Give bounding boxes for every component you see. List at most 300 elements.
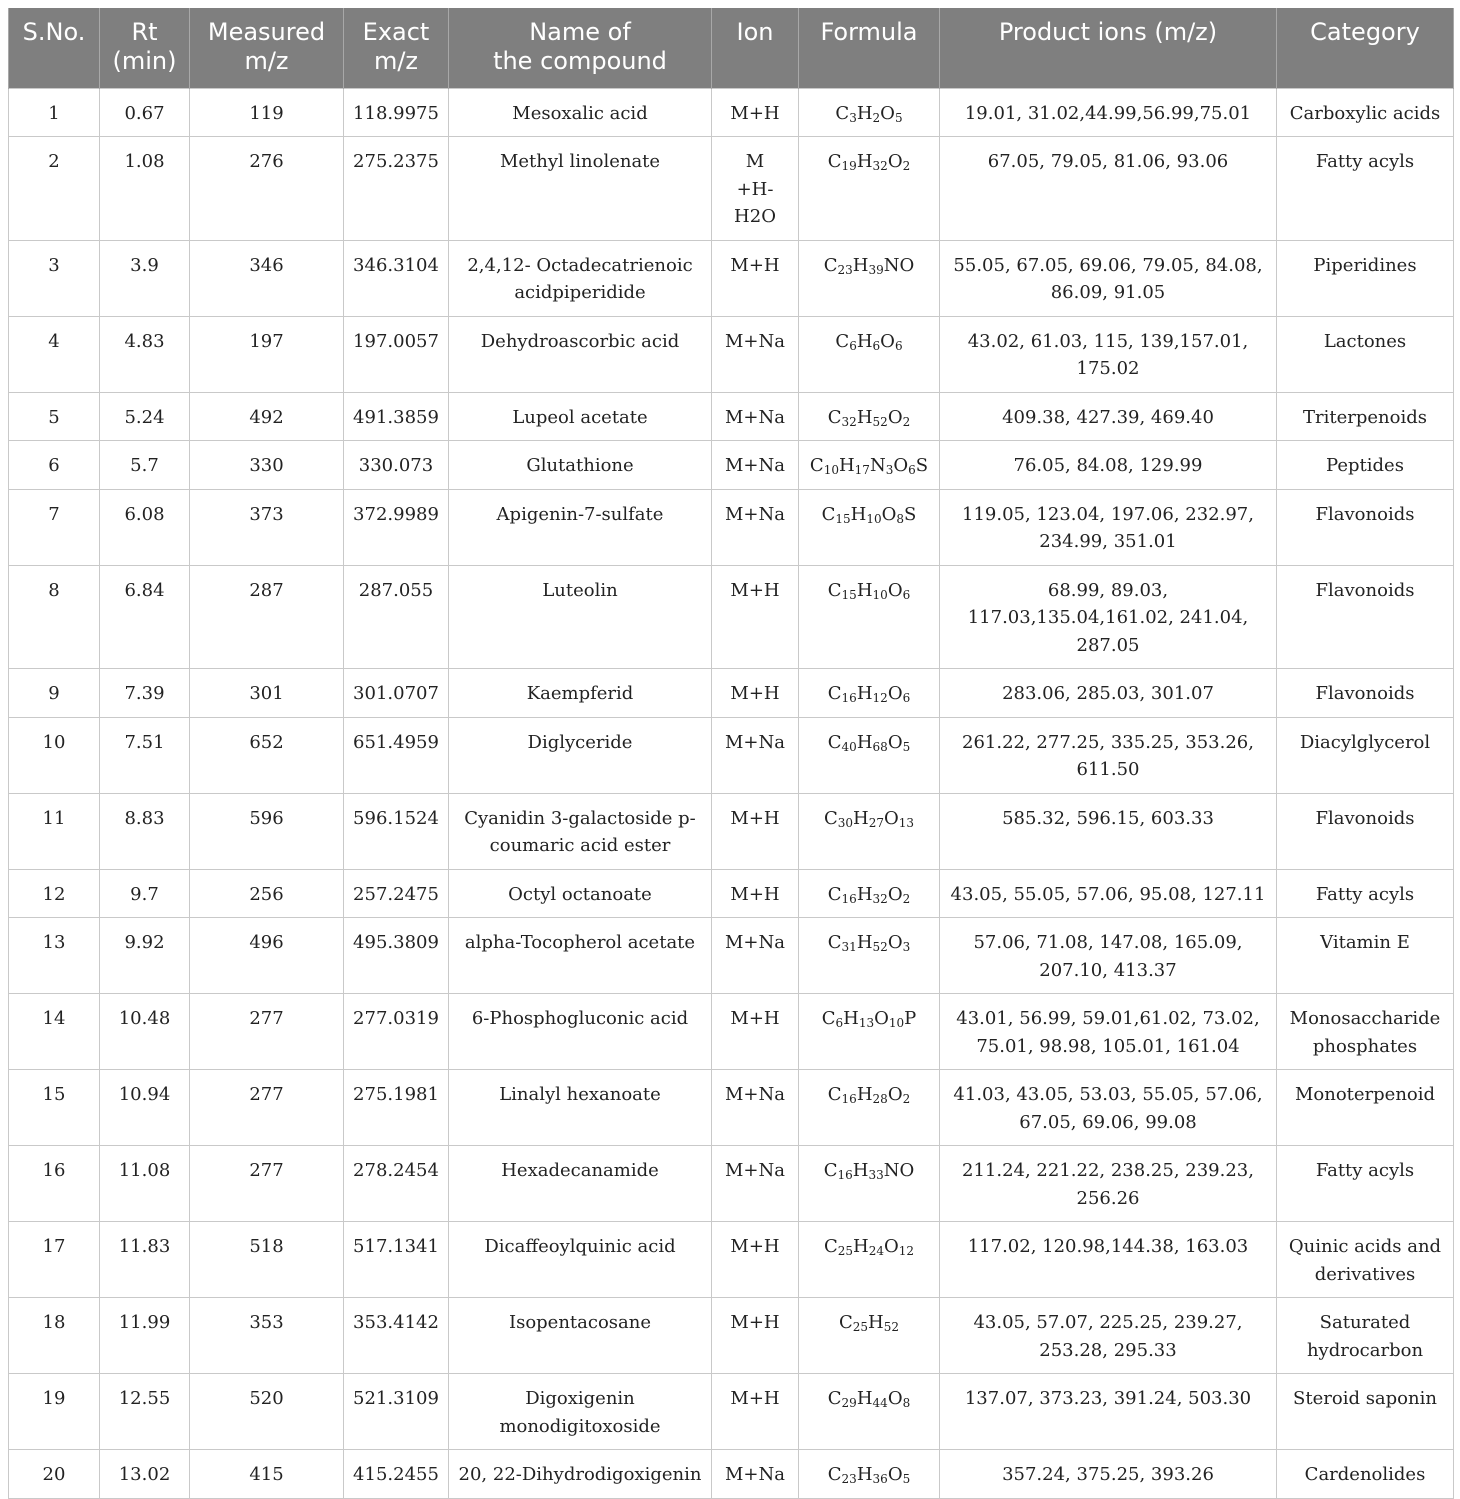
cell-sno-text: 8 — [48, 579, 60, 601]
cell-compound-name-text: Diglyceride — [527, 731, 633, 753]
cell-rt-text: 13.02 — [118, 1464, 171, 1485]
cell-product-ions-text: 261.22, 277.25, 335.25, 353.26, 611.50 — [962, 731, 1254, 780]
cell-exact-text: 346.3104 — [353, 254, 439, 276]
formula-element: C — [809, 455, 824, 476]
formula-subscript: 2 — [902, 414, 911, 429]
cell-exact — [344, 240, 449, 316]
cell-compound-name-text: Methyl linolenate — [499, 151, 661, 172]
cell-ion-text: M+H — [730, 883, 780, 905]
cell-compound-name-text: Dehydroascorbic acid — [480, 330, 680, 352]
cell-exact-text: 275.2375 — [353, 151, 439, 172]
cell-measured — [190, 793, 344, 869]
cell-measured-text: 277 — [249, 1008, 284, 1029]
formula-element: C — [827, 1084, 842, 1105]
cell-sno — [9, 88, 100, 137]
cell-measured-text: 346 — [249, 254, 284, 276]
cell-exact-text: 521.3109 — [353, 1388, 439, 1409]
cell-category — [1277, 994, 1454, 1070]
formula-element: H — [856, 1464, 873, 1485]
cell-category — [1277, 1070, 1454, 1146]
cell-exact — [344, 994, 449, 1070]
cell-category-text: Peptides — [1326, 455, 1404, 476]
formula-element: C — [827, 683, 842, 704]
cell-rt — [100, 1146, 190, 1222]
cell-measured-text: 415 — [249, 1464, 284, 1485]
cell-product-ions — [940, 1450, 1277, 1499]
cell-product-ions — [940, 137, 1277, 241]
cell-ion-text: M+H — [730, 254, 780, 276]
cell-sno — [9, 1222, 100, 1298]
compound-table-container — [8, 8, 1453, 1499]
cell-product-ions — [940, 392, 1277, 441]
formula-element: H — [856, 330, 873, 352]
cell-sno-text: 18 — [42, 1312, 66, 1333]
cell-measured-text: 373 — [249, 503, 284, 525]
cell-ion — [712, 1070, 799, 1146]
cell-measured — [190, 1070, 344, 1146]
cell-exact — [344, 441, 449, 490]
formula-element: S — [904, 503, 917, 525]
cell-rt-text: 7.39 — [124, 683, 165, 704]
formula-element: O — [887, 1388, 903, 1409]
cell-product-ions — [940, 1070, 1277, 1146]
cell-product-ions-text: 137.07, 373.23, 391.24, 503.30 — [964, 1388, 1252, 1409]
cell-rt — [100, 489, 190, 565]
formula-element: H — [856, 1084, 873, 1105]
cell-formula — [799, 1374, 940, 1450]
formula-element: H — [852, 254, 869, 276]
cell-formula — [799, 1070, 940, 1146]
cell-ion-text: M+Na — [725, 1084, 785, 1105]
cell-product-ions — [940, 489, 1277, 565]
cell-sno-text: 6 — [48, 455, 60, 476]
formula-subscript: 3 — [902, 940, 911, 954]
cell-rt-text: 9.92 — [124, 932, 165, 953]
cell-measured — [190, 1298, 344, 1374]
cell-formula — [799, 565, 940, 669]
cell-ion — [712, 918, 799, 994]
formula-subscript: 52 — [872, 940, 888, 954]
cell-formula — [799, 316, 940, 392]
table-row — [9, 669, 1454, 718]
cell-ion — [712, 392, 799, 441]
formula-element: O — [887, 579, 903, 601]
formula-element: H — [856, 683, 873, 704]
cell-compound-name — [449, 1450, 712, 1499]
cell-compound-name — [449, 1222, 712, 1298]
formula-subscript: 6 — [908, 463, 916, 477]
cell-rt — [100, 918, 190, 994]
cell-exact-text: 301.0707 — [353, 683, 439, 704]
formula-element: H — [838, 455, 855, 476]
cell-ion-text: M+Na — [725, 731, 785, 753]
cell-exact-text: 275.1981 — [353, 1084, 439, 1105]
cell-ion-text: M+Na — [725, 932, 785, 953]
cell-sno-text: 7 — [48, 503, 60, 525]
header-rt: Rt (min) — [100, 8, 190, 88]
cell-formula — [799, 1298, 940, 1374]
cell-exact — [344, 717, 449, 793]
cell-ion-text: M+H — [730, 1312, 780, 1333]
cell-product-ions — [940, 565, 1277, 669]
formula-element: O — [893, 455, 909, 476]
formula-element: H — [856, 579, 873, 601]
formula-element: NO — [883, 1160, 915, 1181]
cell-exact-text: 517.1341 — [353, 1236, 439, 1257]
cell-rt — [100, 1070, 190, 1146]
cell-category-text: Monoterpenoid — [1294, 1084, 1436, 1105]
formula-subscript: 3 — [849, 110, 857, 125]
cell-category-text: Cardenolides — [1304, 1464, 1426, 1485]
cell-rt — [100, 137, 190, 241]
cell-sno — [9, 918, 100, 994]
formula-subscript: 31 — [841, 940, 857, 954]
header-formula: Formula — [799, 8, 940, 88]
cell-exact-text: 495.3809 — [353, 932, 439, 953]
cell-ion — [712, 316, 799, 392]
cell-exact-text: 278.2454 — [353, 1160, 439, 1181]
cell-measured-text: 520 — [249, 1388, 284, 1409]
formula-subscript: 15 — [835, 511, 851, 526]
cell-product-ions — [940, 1146, 1277, 1222]
cell-ion-text: M+H — [730, 1236, 780, 1257]
cell-measured-text: 277 — [249, 1084, 284, 1105]
formula-element: C — [827, 731, 842, 753]
formula-subscript: 16 — [841, 691, 857, 705]
cell-product-ions-text: 43.05, 57.07, 225.25, 239.27, 253.28, 295.33 — [973, 1312, 1243, 1361]
cell-category — [1277, 1450, 1454, 1499]
cell-compound-name — [449, 1146, 712, 1222]
cell-exact-text: 197.0057 — [353, 330, 439, 352]
cell-category — [1277, 869, 1454, 918]
formula-subscript: 52 — [872, 414, 888, 429]
cell-product-ions-text: 43.05, 55.05, 57.06, 95.08, 127.11 — [950, 883, 1266, 905]
cell-category-text: Saturated hydrocarbon — [1306, 1312, 1424, 1361]
cell-rt-text: 6.08 — [124, 503, 165, 525]
cell-compound-name-text: alpha-Tocopherol acetate — [464, 932, 696, 953]
cell-measured — [190, 137, 344, 241]
cell-rt — [100, 1450, 190, 1499]
formula-subscript: 32 — [872, 891, 888, 906]
cell-compound-name-text: Hexadecanamide — [501, 1160, 659, 1181]
cell-formula — [799, 793, 940, 869]
cell-compound-name — [449, 1070, 712, 1146]
cell-ion-text: M+H — [730, 579, 780, 601]
formula-subscript: 19 — [841, 159, 857, 173]
cell-ion-text: M+Na — [725, 455, 785, 476]
cell-measured — [190, 316, 344, 392]
cell-compound-name — [449, 669, 712, 718]
cell-ion — [712, 717, 799, 793]
cell-compound-name-text: Luteolin — [542, 579, 618, 601]
cell-rt-text: 9.7 — [130, 883, 159, 905]
cell-product-ions — [940, 240, 1277, 316]
cell-rt — [100, 240, 190, 316]
cell-exact-text: 118.9975 — [353, 102, 439, 124]
formula-subscript: 25 — [852, 1320, 869, 1334]
formula-subscript: 13 — [858, 1016, 875, 1030]
cell-exact-text: 287.055 — [358, 579, 434, 601]
cell-rt — [100, 793, 190, 869]
formula-subscript: 68 — [872, 739, 888, 754]
cell-sno-text: 13 — [42, 932, 66, 953]
cell-formula — [799, 994, 940, 1070]
formula-subscript: 10 — [888, 1016, 905, 1030]
cell-compound-name — [449, 565, 712, 669]
cell-sno-text: 1 — [48, 102, 60, 124]
cell-product-ions-text: 43.01, 56.99, 59.01,61.02, 73.02, 75.01, 98.98, 105.01, 161.04 — [956, 1008, 1260, 1057]
cell-ion — [712, 489, 799, 565]
cell-exact-text: 277.0319 — [353, 1008, 439, 1029]
cell-compound-name — [449, 1298, 712, 1374]
cell-rt — [100, 316, 190, 392]
cell-exact — [344, 1070, 449, 1146]
cell-category — [1277, 717, 1454, 793]
cell-measured-text: 276 — [249, 151, 284, 172]
cell-rt — [100, 392, 190, 441]
cell-compound-name-text: Linalyl hexanoate — [499, 1084, 661, 1105]
cell-measured — [190, 1222, 344, 1298]
formula-element: C — [838, 1312, 853, 1333]
formula-subscript: 17 — [854, 463, 870, 477]
formula-subscript: 12 — [898, 1244, 915, 1258]
formula-element: H — [856, 102, 873, 124]
cell-product-ions-text: 585.32, 596.15, 603.33 — [1002, 807, 1214, 829]
cell-ion-text: M+H — [730, 1008, 780, 1029]
cell-rt-text: 11.08 — [118, 1160, 171, 1181]
formula-element: O — [880, 102, 895, 124]
formula-subscript: 6 — [902, 587, 911, 602]
formula-element: O — [887, 1464, 903, 1485]
formula-subscript: 25 — [837, 1244, 854, 1258]
cell-rt-text: 10.48 — [118, 1008, 171, 1029]
formula-subscript: 2 — [902, 891, 911, 906]
cell-product-ions-text: 68.99, 89.03, 117.03,135.04,161.02, 241.04, 287.05 — [967, 579, 1249, 656]
cell-exact-text: 596.1524 — [353, 807, 439, 829]
cell-product-ions-text: 211.24, 221.22, 238.25, 239.23, 256.26 — [962, 1160, 1254, 1209]
cell-ion — [712, 1222, 799, 1298]
formula-element: O — [874, 1008, 889, 1029]
formula-element: C — [827, 406, 842, 428]
table-row — [9, 489, 1454, 565]
cell-category — [1277, 392, 1454, 441]
cell-sno — [9, 137, 100, 241]
formula-element: C — [835, 330, 850, 352]
cell-ion-text: M+Na — [725, 1160, 785, 1181]
cell-product-ions-text: 119.05, 123.04, 197.06, 232.97, 234.99, 351.01 — [962, 503, 1254, 552]
cell-exact-text: 415.2455 — [353, 1464, 439, 1485]
table-body — [9, 88, 1454, 1498]
formula-element: C — [821, 1008, 836, 1029]
cell-rt-text: 1.08 — [124, 151, 165, 172]
table-row — [9, 316, 1454, 392]
cell-category-text: Carboxylic acids — [1289, 102, 1441, 124]
cell-compound-name-text: Octyl octanoate — [508, 883, 652, 905]
cell-measured-text: 652 — [249, 731, 284, 753]
cell-product-ions — [940, 88, 1277, 137]
formula-subscript: 6 — [849, 338, 857, 353]
cell-measured-text: 197 — [249, 330, 284, 352]
cell-compound-name — [449, 137, 712, 241]
cell-compound-name-text: 20, 22-Dihydrodigoxigenin — [458, 1464, 702, 1485]
cell-ion — [712, 994, 799, 1070]
table-row — [9, 441, 1454, 490]
header-row — [9, 8, 1454, 88]
cell-exact — [344, 88, 449, 137]
cell-category — [1277, 441, 1454, 490]
cell-category-text: Fatty acyls — [1315, 151, 1415, 172]
table-row — [9, 1298, 1454, 1374]
cell-compound-name-text: Cyanidin 3-galactoside p- coumaric acid ester — [464, 807, 696, 856]
formula-element: O — [887, 883, 903, 905]
formula-element: C — [835, 102, 850, 124]
cell-measured — [190, 869, 344, 918]
cell-sno-text: 17 — [42, 1236, 66, 1257]
cell-compound-name — [449, 316, 712, 392]
cell-product-ions-text: 409.38, 427.39, 469.40 — [1002, 406, 1214, 428]
cell-compound-name — [449, 793, 712, 869]
formula-subscript: 5 — [902, 739, 911, 754]
cell-product-ions-text: 67.05, 79.05, 81.06, 93.06 — [987, 151, 1229, 172]
cell-sno-text: 5 — [48, 406, 60, 428]
cell-exact — [344, 869, 449, 918]
cell-ion — [712, 1374, 799, 1450]
cell-sno-text: 3 — [48, 254, 60, 276]
cell-compound-name-text: 2,4,12- Octadecatrienoic acidpiperidide — [467, 254, 693, 303]
formula-element: C — [827, 579, 842, 601]
cell-formula — [799, 1146, 940, 1222]
cell-rt-text: 11.99 — [118, 1312, 171, 1333]
cell-product-ions-text: 19.01, 31.02,44.99,56.99,75.01 — [964, 102, 1252, 124]
formula-subscript: 6 — [835, 1016, 844, 1030]
cell-rt-text: 5.24 — [124, 406, 165, 428]
cell-exact — [344, 918, 449, 994]
table-row — [9, 717, 1454, 793]
cell-product-ions — [940, 1374, 1277, 1450]
formula-subscript: 5 — [902, 1472, 911, 1486]
cell-product-ions-text: 55.05, 67.05, 69.06, 79.05, 84.08, 86.09, 91.05 — [953, 254, 1263, 303]
cell-sno-text: 2 — [48, 151, 60, 172]
formula-element: C — [827, 1464, 842, 1485]
cell-rt-text: 5.7 — [130, 455, 159, 476]
table-row — [9, 1450, 1454, 1499]
cell-product-ions-text: 283.06, 285.03, 301.07 — [1002, 683, 1214, 704]
formula-element: C — [823, 1160, 838, 1181]
cell-category — [1277, 1146, 1454, 1222]
cell-rt — [100, 1374, 190, 1450]
cell-product-ions — [940, 441, 1277, 490]
cell-sno-text: 19 — [42, 1388, 66, 1409]
cell-measured-text: 518 — [249, 1236, 284, 1257]
formula-subscript: 27 — [868, 815, 884, 830]
formula-element: O — [884, 1236, 899, 1257]
formula-element: O — [887, 1084, 903, 1105]
formula-subscript: 10 — [872, 587, 888, 602]
cell-rt-text: 0.67 — [124, 102, 165, 124]
table-row — [9, 137, 1454, 241]
formula-element: H — [853, 807, 869, 829]
formula-subscript: 40 — [841, 739, 857, 754]
cell-ion-text: M+Na — [725, 503, 785, 525]
cell-category-text: Flavonoids — [1315, 807, 1415, 829]
cell-formula — [799, 392, 940, 441]
compound-table — [8, 8, 1454, 1499]
cell-product-ions — [940, 869, 1277, 918]
cell-measured — [190, 717, 344, 793]
cell-compound-name — [449, 918, 712, 994]
formula-element: O — [887, 731, 903, 753]
formula-subscript: 36 — [872, 1472, 888, 1486]
table-row — [9, 565, 1454, 669]
cell-product-ions — [940, 316, 1277, 392]
cell-formula — [799, 137, 940, 241]
cell-formula — [799, 489, 940, 565]
cell-category-text: Lactones — [1323, 330, 1407, 352]
cell-sno — [9, 316, 100, 392]
table-row — [9, 1222, 1454, 1298]
cell-formula — [799, 918, 940, 994]
cell-category-text: Flavonoids — [1315, 503, 1415, 525]
formula-element: C — [827, 1388, 842, 1409]
cell-compound-name — [449, 441, 712, 490]
cell-product-ions-text: 357.24, 375.25, 393.26 — [1002, 1464, 1214, 1485]
cell-exact — [344, 316, 449, 392]
table-row — [9, 88, 1454, 137]
formula-subscript: 10 — [866, 511, 882, 526]
formula-element: H — [850, 503, 867, 525]
cell-formula — [799, 441, 940, 490]
formula-subscript: 16 — [837, 1168, 853, 1182]
cell-rt — [100, 669, 190, 718]
formula-subscript: 23 — [841, 1472, 857, 1486]
cell-formula — [799, 1222, 940, 1298]
table-row — [9, 1374, 1454, 1450]
formula-element: O — [887, 683, 903, 704]
cell-product-ions — [940, 1222, 1277, 1298]
formula-element: O — [887, 932, 903, 953]
cell-product-ions-text: 41.03, 43.05, 53.03, 55.05, 57.06, 67.05, 69.06, 99.08 — [953, 1084, 1263, 1133]
cell-sno-text: 14 — [42, 1008, 66, 1029]
cell-sno-text: 11 — [42, 807, 66, 829]
cell-ion-text: M+Na — [725, 1464, 785, 1485]
formula-subscript: 2 — [902, 1092, 911, 1106]
cell-exact — [344, 489, 449, 565]
cell-ion-text: M +H- H2O — [734, 151, 776, 227]
cell-product-ions — [940, 669, 1277, 718]
cell-product-ions-text: 76.05, 84.08, 129.99 — [1013, 455, 1203, 476]
formula-subscript: 5 — [894, 110, 903, 125]
cell-ion — [712, 869, 799, 918]
cell-ion — [712, 1450, 799, 1499]
cell-ion — [712, 669, 799, 718]
cell-exact-text: 372.9989 — [353, 503, 439, 525]
cell-formula — [799, 717, 940, 793]
cell-measured-text: 287 — [249, 579, 284, 601]
cell-sno — [9, 1146, 100, 1222]
header-sno: S.No. — [9, 8, 100, 88]
cell-sno — [9, 869, 100, 918]
cell-rt — [100, 994, 190, 1070]
cell-product-ions-text: 57.06, 71.08, 147.08, 165.09, 207.10, 413.37 — [973, 932, 1243, 981]
cell-sno-text: 16 — [42, 1160, 66, 1181]
cell-sno — [9, 1070, 100, 1146]
cell-category-text: Vitamin E — [1320, 932, 1410, 953]
formula-element: C — [823, 807, 838, 829]
cell-category — [1277, 669, 1454, 718]
cell-sno — [9, 240, 100, 316]
cell-ion-text: M+Na — [725, 406, 785, 428]
formula-subscript: 12 — [872, 691, 888, 705]
